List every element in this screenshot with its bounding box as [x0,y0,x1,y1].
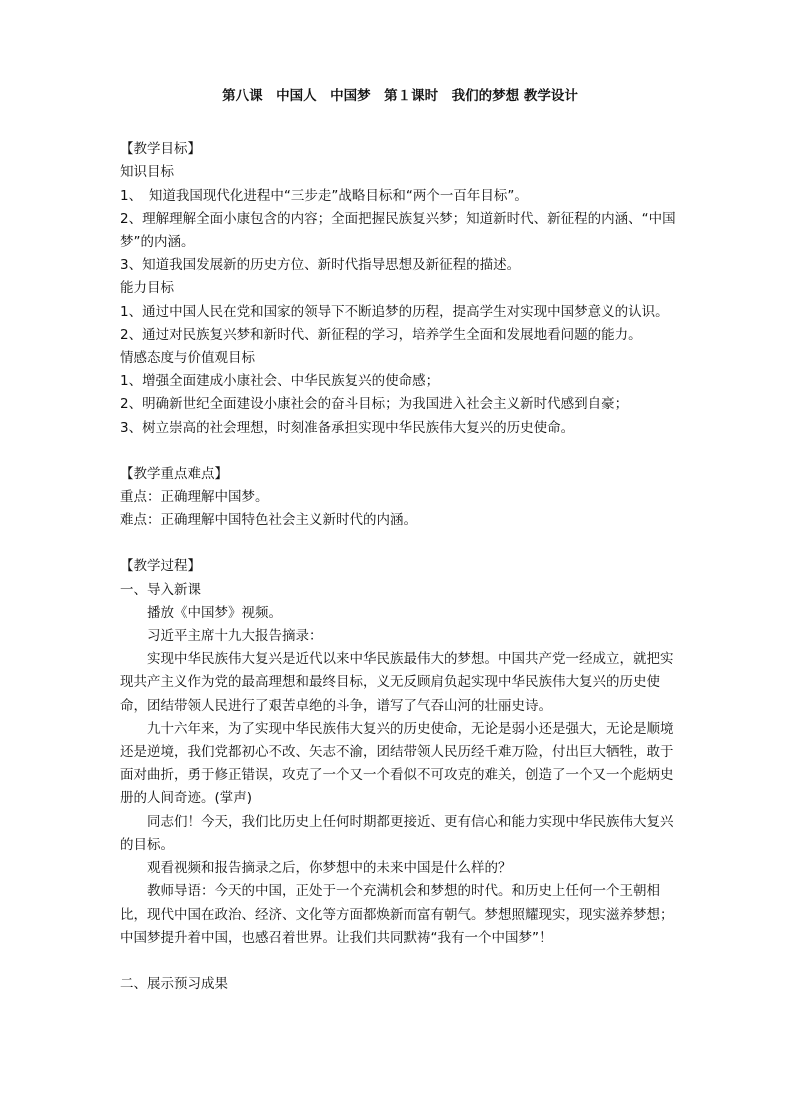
emotion-goals-title: 情感态度与价值观目标 [120,350,255,367]
knowledge-goal-3: 3、知道我国发展新的历史方位、新时代指导思想及新征程的描述。 [120,257,521,274]
spacer [120,440,680,463]
key-points-header: 【教学重点难点】 [120,465,228,482]
process-paragraph-6: 观看视频和报告摘录之后，你梦想中的未来中国是什么样的？ [147,860,512,877]
document-body [120,85,680,996]
emotion-goal-2: 2、明确新世纪全面建设小康社会的奋斗目标；为我国进入社会主义新时代感到自豪； [120,396,629,413]
knowledge-goal-1: 1、 知道我国现代化进程中“三步走”战略目标和“两个一百年目标”。 [120,187,528,204]
process-header: 【教学过程】 [120,558,201,575]
emotion-goal-3: 3、树立崇高的社会理想，时刻准备承担实现中华民族伟大复兴的历史使命。 [120,419,575,436]
ability-goal-2: 2、通过对民族复兴梦和新时代、新征程的学习，培养学生全面和发展地看问题的能力。 [120,326,642,343]
section-1-title: 一、导入新课 [120,581,201,598]
process-paragraph-1: 播放《中国梦》视频。 [147,604,282,621]
document-title: 第八课 中国人 中国梦 第１课时 我们的梦想 教学设计 [222,88,578,104]
process-paragraph-3: 实现中华民族伟大复兴是近代以来中华民族最伟大的梦想。中国共产党一经成立，就把实现共产主义作为党的最高理想和最终目标，义无反顾肩负起实现中华民族伟大复兴的历史使命，团结带领人民进行了艰苦卓绝的斗争，谱写了气吞山河的壮丽史诗。 [120,651,674,714]
key-point: 重点：正确理解中国梦。 [120,489,269,506]
knowledge-goal-2: 2、理解理解全面小康包含的内容；全面把握民族复兴梦；知道新时代、新征程的内涵、“中国梦”的内涵。 [120,210,676,251]
process-paragraph-4: 九十六年来，为了实现中华民族伟大复兴的历史使命，无论是弱小还是强大，无论是顺境还是逆境，我们党都初心不改、矢志不渝，团结带领人民历经千难万险，付出巨大牺牲，敢于面对曲折，勇于修正错误，攻克了一个又一个看似不可攻克的难关，创造了一个又一个彪炳史册的人间奇迹。(掌声) [120,720,674,807]
emotion-goal-1: 1、增强全面建成小康社会、中华民族复兴的使命感； [120,373,440,390]
spacer [120,950,680,973]
goals-header: 【教学目标】 [120,141,201,158]
section-2-title: 二、展示预习成果 [120,975,228,992]
process-paragraph-2: 习近平主席十九大报告摘录： [147,628,323,645]
spacer [120,532,680,555]
ability-goal-1: 1、通过中国人民在党和国家的领导下不断追梦的历程，提高学生对实现中国梦意义的认识。 [120,303,669,320]
ability-goals-title: 能力目标 [120,280,174,297]
knowledge-goals-title: 知识目标 [120,164,174,181]
process-paragraph-5: 同志们！今天，我们比历史上任何时期都更接近、更有信心和能力实现中华民族伟大复兴的目标。 [120,813,674,853]
difficult-point: 难点：正确理解中国特色社会主义新时代的内涵。 [120,512,417,529]
process-paragraph-7: 教师导语：今天的中国，正处于一个充满机会和梦想的时代。和历史上任何一个王朝相比，现代中国在政治、经济、文化等方面都焕新而富有朝气。梦想照耀现实，现实滋养梦想；中国梦提升着中国，也感召着世界。让我们共同默祷“我有一个中国梦”！ [120,883,674,946]
